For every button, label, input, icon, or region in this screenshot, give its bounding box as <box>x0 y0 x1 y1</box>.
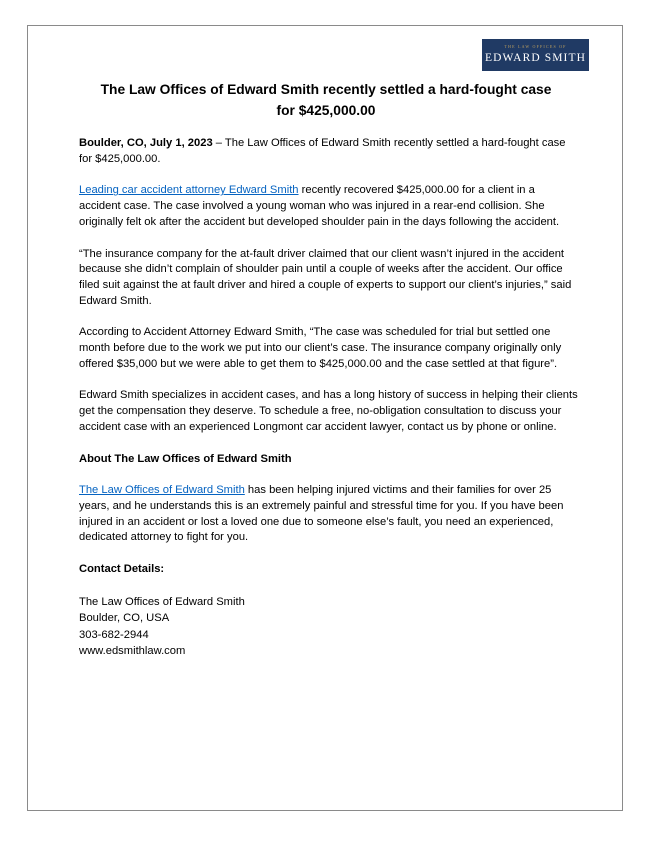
logo-tagline-text: THE LAW OFFICES OF <box>504 44 567 49</box>
contact-block <box>79 594 578 660</box>
trial-quote-paragraph: According to Accident Attorney Edward Smith, “The case was scheduled for trial but settled one month before due to the work we put into our client’s case. The insurance company originally only offered $35,000 but we were able to get them to $425,000.00 and the case settled at that figure”. <box>79 326 562 370</box>
about-heading: About The Law Offices of Edward Smith <box>79 452 292 465</box>
logo-firm-name: EDWARD SMITH <box>484 52 587 64</box>
specialization-paragraph: Edward Smith specializes in accident cases, and has a long history of success in helping their clients get the compensation they deserve. To schedule a free, no-obligation consultation to discuss your accident case with an experienced Longmont car accident lawyer, contact us by phone or online. <box>79 389 578 433</box>
about-text: has been helping injured victims and their families for over 25 years, and he understands this is an extremely painful and stressful time for you. If you have been injured in an accident or lost a loved one due to someone else’s fault, you need an experienced, dedicated attorney to fight for you. <box>79 484 564 544</box>
dateline-paragraph <box>79 136 578 167</box>
page-title-line1: The Law Offices of Edward Smith recently settled a hard-fought case <box>100 82 552 97</box>
contact-phone: 303-682-2944 <box>79 628 149 641</box>
contact-heading: Contact Details: <box>79 563 165 576</box>
dateline-text: – The Law Offices of Edward Smith recently settled a hard-fought case for $425,000.00. <box>79 137 566 165</box>
page-title <box>56 79 596 121</box>
attorney-link[interactable]: Leading car accident attorney Edward Smith <box>79 184 299 197</box>
contact-location: Boulder, CO, USA <box>79 612 170 625</box>
contact-website: www.edsmithlaw.com <box>79 645 186 658</box>
insurance-quote-paragraph: “The insurance company for the at-fault driver claimed that our client wasn’t injured in the accident because she didn’t complain of shoulder pain until a couple of weeks after the accident. Our office filed suit against the at fault driver and hired a couple of experts to support our client’s injuries,” said Edward Smith. <box>79 247 572 307</box>
document-body <box>79 136 578 660</box>
firm-logo <box>482 39 589 71</box>
page-title-line2: for $425,000.00 <box>276 103 376 118</box>
case-summary-paragraph <box>79 183 578 230</box>
firm-link[interactable]: The Law Offices of Edward Smith <box>79 484 245 497</box>
document-page <box>27 25 623 811</box>
about-paragraph <box>79 483 578 546</box>
case-summary-text: recently recovered $425,000.00 for a client in a accident case. The case involved a young woman who was injured in a rear-end collision. She originally felt ok after the accident but developed shoulder pain in the days following the accident. <box>79 184 560 228</box>
contact-firm-name: The Law Offices of Edward Smith <box>79 595 245 608</box>
dateline-location-date: Boulder, CO, July 1, 2023 <box>79 137 213 149</box>
